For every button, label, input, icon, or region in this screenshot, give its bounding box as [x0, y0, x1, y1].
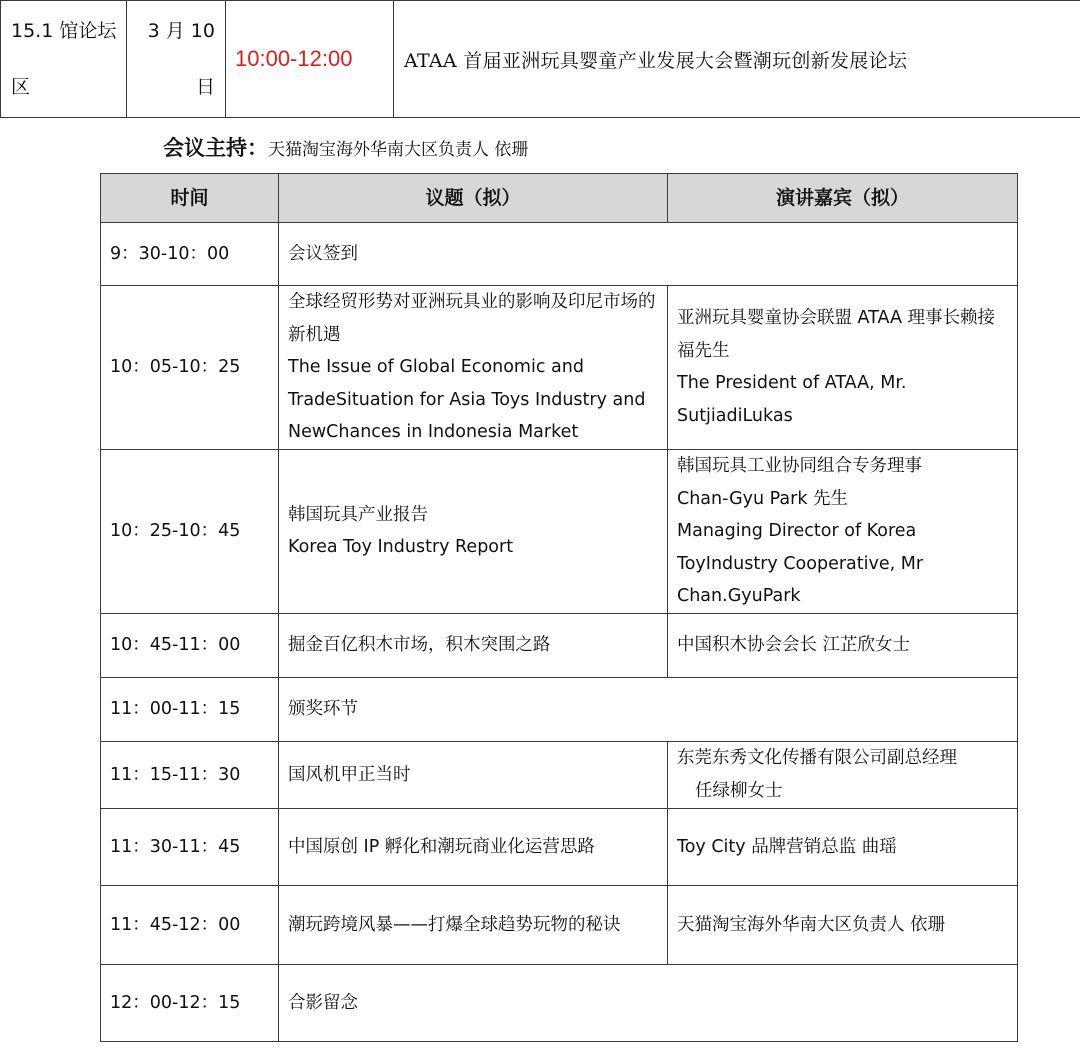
table-row [101, 741, 1018, 808]
table-row [101, 449, 1018, 613]
table-row [101, 808, 1018, 885]
topic-cell [279, 808, 668, 885]
time-slot: 11：30-11：45 [101, 808, 279, 885]
time-slot: 11：15-11：30 [101, 741, 279, 808]
table-row [101, 677, 1018, 741]
topic-cell [279, 741, 668, 808]
time-slot: 12：00-12：15 [101, 964, 279, 1041]
table-row [101, 613, 1018, 677]
topic-text-en: The Issue of Global Economic and TradeSituation for Asia Toys Industry and NewChances in Indonesia Market [288, 357, 646, 443]
topic-cell [279, 677, 1018, 741]
topic-text: 潮玩跨境风暴——打爆全球趋势玩物的秘诀 [288, 914, 621, 935]
date-cell: 3 月 10 日 [127, 1, 226, 118]
topic-text: 颁奖环节 [288, 699, 358, 720]
table-row [101, 964, 1018, 1041]
speaker-text-en: The President of ATAA, Mr. SutjiadiLukas [677, 373, 907, 427]
speaker-cell [668, 741, 1018, 808]
topic-text: 会议签到 [288, 243, 358, 264]
topic-cell [279, 964, 1018, 1041]
topic-text: 全球经贸形势对亚洲玩具业的影响及印尼市场的新机遇 [288, 292, 656, 345]
topic-text: 合影留念 [288, 992, 358, 1013]
time-slot: 11：00-11：15 [101, 677, 279, 741]
host-line [163, 131, 528, 165]
speaker-text: 中国积木协会会长 江芷欣女士 [677, 635, 911, 656]
host-label: 会议主持： [163, 136, 268, 160]
forum-title-cell: ATAA 首届亚洲玩具婴童产业发展大会暨潮玩创新发展论坛 [394, 1, 1080, 118]
time-slot: 9：30-10：00 [101, 223, 279, 286]
time-slot: 10：45-11：00 [101, 613, 279, 677]
table-row [101, 223, 1018, 286]
topic-cell [279, 286, 668, 450]
speaker-text-en: Managing Director of Korea ToyIndustry Cooperative, Mr Chan.GyuPark [677, 521, 924, 607]
topic-text: 中国原创 IP 孵化和潮玩商业化运营思路 [288, 836, 595, 857]
speaker-cell [668, 808, 1018, 885]
topic-cell [279, 613, 668, 677]
speaker-text: Toy City 品牌营销总监 曲瑶 [677, 836, 897, 857]
topic-text: 国风机甲正当时 [288, 764, 411, 785]
speaker-text: 东莞东秀文化传播有限公司副总经理 [677, 748, 957, 769]
speaker-cell [668, 286, 1018, 450]
table-row [101, 885, 1018, 964]
speaker-text: 天猫淘宝海外华南大区负责人 依珊 [677, 914, 946, 935]
speaker-cell [668, 449, 1018, 613]
time-slot: 11：45-12：00 [101, 885, 279, 964]
time-slot: 10：05-10：25 [101, 286, 279, 450]
speaker-cell [668, 613, 1018, 677]
column-header-time: 时间 [101, 174, 279, 223]
speaker-cell [668, 885, 1018, 964]
topic-cell [279, 449, 668, 613]
topic-text: 掘金百亿积木市场，积木突围之路 [288, 635, 551, 656]
topic-cell [279, 223, 1018, 286]
speaker-name: Chan-Gyu Park 先生 [677, 488, 849, 509]
column-header-topic: 议题（拟） [279, 174, 668, 223]
topic-text: 韩国玩具产业报告 [288, 504, 428, 525]
table-row [101, 286, 1018, 450]
speaker-text: 亚洲玩具婴童协会联盟 ATAA 理事长赖接福先生 [677, 308, 995, 361]
host-name: 天猫淘宝海外华南大区负责人 依珊 [268, 140, 529, 160]
topic-text-en: Korea Toy Industry Report [288, 537, 514, 558]
speaker-text: 韩国玩具工业协同组合专务理事 [677, 455, 922, 476]
hall-cell: 15.1 馆论坛区 [1, 1, 127, 118]
agenda-header-row [101, 174, 1018, 223]
column-header-speaker: 演讲嘉宾（拟） [668, 174, 1018, 223]
topic-cell [279, 885, 668, 964]
agenda-table [100, 173, 1018, 1042]
time-cell: 10:00-12:00 [226, 1, 394, 118]
time-slot: 10：25-10：45 [101, 449, 279, 613]
forum-header-table [0, 0, 1080, 118]
forum-header-row [1, 1, 1080, 118]
speaker-name: 任绿柳女士 [695, 780, 783, 801]
